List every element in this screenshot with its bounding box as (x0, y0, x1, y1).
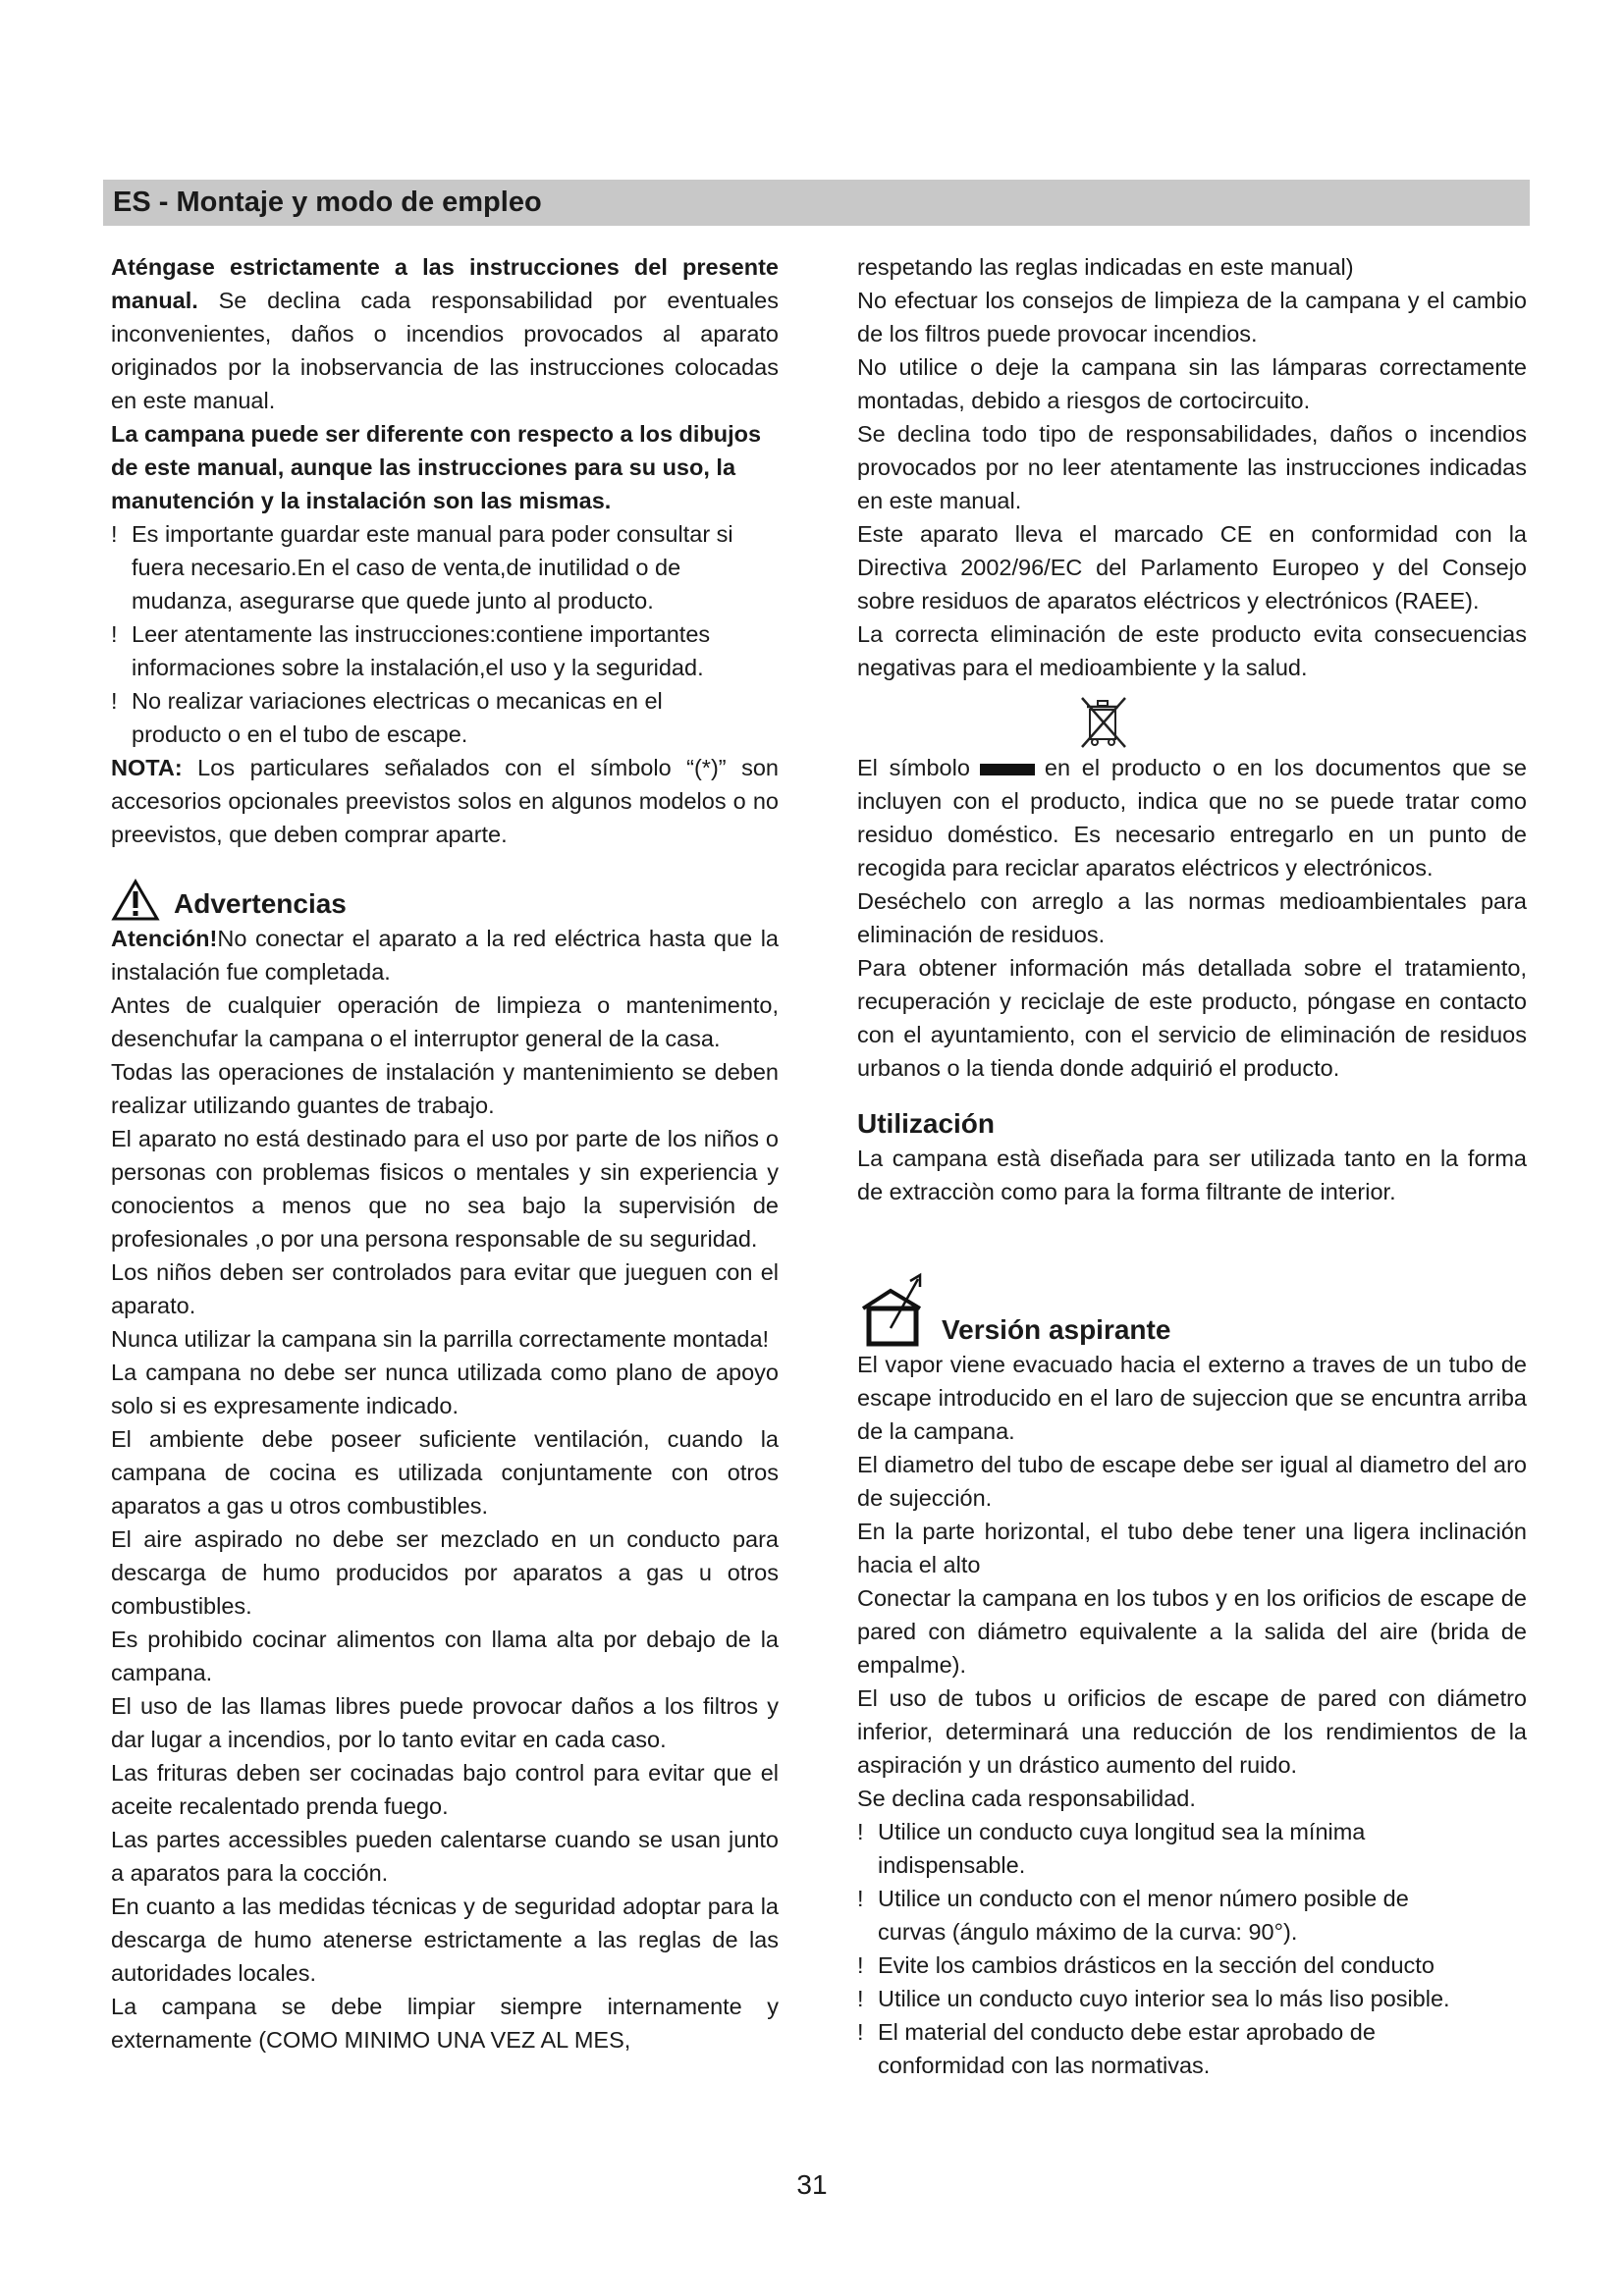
intro-bold-note: La campana puede ser diferente con respecto a los dibujos de este manual, aunque las instrucciones para su uso, la manutención y la instalación son las mismas. (111, 421, 762, 513)
intro-paragraph (111, 250, 779, 417)
version-paragraph: El diametro del tubo de escape debe ser igual al diametro del aro de sujección. (857, 1452, 1527, 1511)
continuation-paragraph: Este aparato lleva el marcado CE en conformidad con la Directiva 2002/96/EC del Parlamento Europeo y del Consejo sobre residuos de aparatos eléctricos y electrónicos (RAEE). (857, 521, 1527, 614)
bullet-text: No realizar variaciones electricas o mecanicas en el producto o en el tubo de escape. (132, 688, 663, 747)
warning-paragraph: La campana no debe ser nunca utilizada como plano de apoyo solo si es expresamente indicado. (111, 1360, 779, 1418)
exclamation-icon: ! (857, 1952, 864, 1978)
continuation-list (857, 250, 1527, 684)
version-bullet (857, 1815, 1527, 1882)
exclamation-icon: ! (111, 521, 118, 547)
continuation-paragraph: Se declina todo tipo de responsabilidades, daños o incendios provocados por no leer atentamente las instrucciones indicadas en este manual. (857, 421, 1527, 513)
warnings-heading (111, 873, 779, 922)
black-bar-symbol (980, 764, 1035, 775)
atencion-text: No conectar el aparato a la red eléctrica hasta que la instalación fue completada. (111, 926, 779, 985)
recycle-paragraph: Para obtener información más detallada sobre el tratamiento, recuperación y reciclaje de este producto, póngase en contacto con el ayuntamiento, con el servicio de eliminación de residuos urbanos o la tienda donde adquirió el producto. (857, 955, 1527, 1081)
symbol-before-text: El símbolo (857, 755, 970, 780)
version-heading (857, 1277, 1527, 1348)
house-exhaust-icon (857, 1269, 936, 1348)
crossed-bin-icon (1076, 692, 1131, 751)
warning-paragraph: Todas las operaciones de instalación y mantenimiento se deben realizar utilizando guantes de trabajo. (111, 1059, 779, 1118)
version-paragraph: Conectar la campana en los tubos y en los orificios de escape de pared con diámetro equivalente a la salida del aire (brida de empalme). (857, 1585, 1527, 1678)
section-header (103, 180, 1530, 226)
warning-paragraph: Nunca utilizar la campana sin la parrilla correctamente montada! (111, 1326, 770, 1352)
utilizacion-title: Utilización (857, 1108, 996, 1139)
warnings-title: Advertencias (174, 888, 347, 919)
warning-paragraph: El uso de las llamas libres puede provocar daños a los filtros y dar lugar a incendios, por lo tanto evitar en cada caso. (111, 1693, 779, 1752)
intro-bold-lead: Aténgase estrictamente a las instrucciones del presente manual. (111, 254, 779, 313)
warning-paragraph: El aire aspirado no debe ser mezclado en un conducto para descarga de humo producidos por aparatos a gas u otros combustibles. (111, 1526, 779, 1619)
version-paragraph: En la parte horizontal, el tubo debe tener una ligera inclinación hacia el alto (857, 1519, 1527, 1577)
nota-paragraph (111, 751, 779, 851)
exclamation-icon: ! (857, 2019, 864, 2045)
version-bullet (857, 1882, 1527, 1949)
right-column (857, 250, 1527, 2082)
symbol-paragraph (857, 751, 1527, 884)
version-paragraph: El uso de tubos u orificios de escape de pared con diámetro inferior, determinará una reducción de los rendimientos de la aspiración y un drástico aumento del ruido. (857, 1685, 1527, 1778)
warning-paragraph: El ambiente debe poseer suficiente ventilación, cuando la campana de cocina es utilizada conjuntamente con otros aparatos a gas u otros combustibles. (111, 1426, 779, 1519)
bullet-text: Evite los cambios drásticos en la sección del conducto (878, 1952, 1435, 1978)
exclamation-icon: ! (111, 688, 118, 714)
continuation-paragraph: respetando las reglas indicadas en este manual) (857, 254, 1354, 280)
warning-paragraph: Antes de cualquier operación de limpieza o mantenimento, desenchufar la campana o el interruptor general de la casa. (111, 992, 779, 1051)
utilizacion-text: La campana està diseñada para ser utilizada tanto en la forma de extracciòn como para la forma filtrante de interior. (857, 1146, 1527, 1204)
bullet-text: El material del conducto debe estar aprobado de conformidad con las normativas. (878, 2019, 1376, 2078)
intro-bullet (111, 684, 779, 751)
warning-paragraph: En cuanto a las medidas técnicas y de seguridad adoptar para la descarga de humo atenerse estrictamente a las reglas de las autoridades locales. (111, 1894, 779, 1986)
bullet-text: Leer atentamente las instrucciones:contiene importantes informaciones sobre la instalación,el uso y la seguridad. (132, 621, 711, 680)
bullet-text: Utilice un conducto cuyo interior sea lo más liso posible. (878, 1986, 1450, 2011)
warnings-list (111, 988, 779, 2056)
atencion-label: Atención! (111, 926, 218, 951)
continuation-paragraph: No efectuar los consejos de limpieza de la campana y el cambio de los filtros puede provocar incendios. (857, 288, 1527, 347)
nota-label: NOTA: (111, 755, 183, 780)
warning-paragraph: Los niños deben ser controlados para evitar que jueguen con el aparato. (111, 1259, 779, 1318)
recycle-list (857, 884, 1527, 1085)
version-bullet (857, 1949, 1527, 1982)
warning-paragraph: Las frituras deben ser cocinadas bajo control para evitar que el aceite recalentado prenda fuego. (111, 1760, 779, 1819)
version-paragraph: El vapor viene evacuado hacia el externo a traves de un tubo de escape introducido en el laro de sujeccion que se encuntra arriba de la campana. (857, 1352, 1527, 1444)
warning-paragraph: Las partes accessibles pueden calentarse cuando se usan junto a aparatos para la cocción. (111, 1827, 779, 1886)
bullet-text: Es importante guardar este manual para poder consultar si fuera necesario.En el caso de venta,de inutilidad o de mudanza, asegurarse que quede junto al producto. (132, 521, 733, 614)
continuation-paragraph: No utilice o deje la campana sin las lámparas correctamente montadas, debido a riesgos de cortocircuito. (857, 354, 1527, 413)
warning-paragraph: Es prohibido cocinar alimentos con llama alta por debajo de la campana. (111, 1627, 779, 1685)
exclamation-icon: ! (857, 1819, 864, 1844)
nota-text: Los particulares señalados con el símbolo “(*)” son accesorios opcionales preevistos solos en algunos modelos o no preevistos, que deben comprar aparte. (111, 755, 779, 847)
version-bullets (857, 1815, 1527, 2082)
symbol-after-text: en el producto o en los documentos que se incluyen con el producto, indica que no se puede tratar como residuo doméstico. Es necesario entregarlo en un punto de recogida para reciclar aparatos eléctricos y electrónicos. (857, 755, 1527, 881)
version-title: Versión aspirante (942, 1314, 1171, 1345)
exclamation-icon: ! (111, 621, 118, 647)
exclamation-icon: ! (857, 1986, 864, 2011)
atencion-paragraph (111, 922, 779, 988)
page-number: 31 (796, 2169, 828, 2200)
exclamation-icon: ! (857, 1886, 864, 1911)
weee-symbol-row (680, 692, 1527, 751)
warning-paragraph: El aparato no está destinado para el uso por parte de los niños o personas con problemas fisicos o mentales y sin experiencia y conocientos a menos que no sea bajo la supervisión de profesionales ,o por una persona responsable de su seguridad. (111, 1126, 779, 1252)
version-list (857, 1348, 1527, 1815)
version-paragraph: Se declina cada responsabilidad. (857, 1786, 1196, 1811)
bullet-text: Utilice un conducto cuya longitud sea la mínima indispensable. (878, 1819, 1366, 1878)
continuation-paragraph: La correcta eliminación de este producto evita consecuencias negativas para el medioambiente y la salud. (857, 621, 1527, 680)
warning-triangle-icon (111, 879, 160, 922)
bullet-text: Utilice un conducto con el menor número posible de curvas (ángulo máximo de la curva: 90°). (878, 1886, 1409, 1945)
recycle-paragraph: Deséchelo con arreglo a las normas medioambientales para eliminación de residuos. (857, 888, 1527, 947)
intro-bullet (111, 617, 779, 684)
warning-paragraph: La campana se debe limpiar siempre internamente y externamente (COMO MINIMO UNA VEZ AL MES, (111, 1994, 779, 2053)
section-title: ES - Montaje y modo de empleo (113, 187, 542, 218)
intro-text: Se declina cada responsabilidad por eventuales inconvenientes, daños o incendios provocados al aparato originados por la inobservancia de las instrucciones colocadas en este manual. (111, 288, 779, 413)
intro-bullet (111, 517, 779, 617)
left-column (111, 250, 779, 2056)
version-bullet (857, 1982, 1527, 2015)
version-bullet (857, 2015, 1527, 2082)
